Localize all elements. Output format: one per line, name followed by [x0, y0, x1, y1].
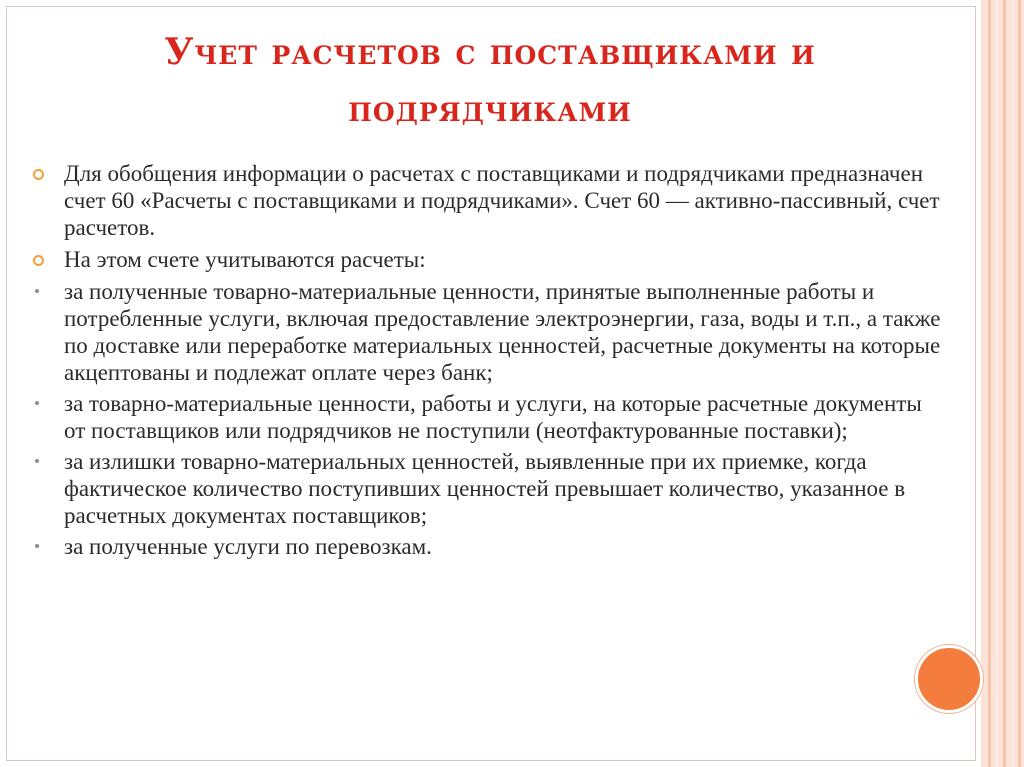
stripe-line-1 [988, 0, 991, 767]
list-item-uninvoiced-deliveries [33, 390, 948, 444]
stripe-line-4 [1011, 0, 1014, 767]
ring-bullet-icon [33, 255, 44, 266]
list-item-intro [33, 160, 948, 241]
dot-bullet-icon [35, 544, 39, 548]
right-stripe-decoration [981, 0, 1024, 767]
list-item-text: за излишки товарно-материальных ценностей, выявленные при их приемке, когда фактическое количество поступивших ценностей превышает количество, указанное в расчетных документах поставщиков; [64, 449, 906, 528]
list-item-received-values [33, 278, 948, 386]
list-item-transport-services [33, 533, 948, 560]
stripe-line-3 [1003, 0, 1006, 767]
list-item-text: На этом счете учитываются расчеты: [64, 247, 426, 272]
orange-circle-icon [915, 645, 983, 713]
list-item-heading [33, 246, 948, 273]
dot-bullet-icon [35, 289, 39, 293]
ring-bullet-icon [33, 169, 44, 180]
list-item-surpluses [33, 448, 948, 529]
list-item-text: за полученные услуги по перевозкам. [64, 534, 432, 559]
slide-title: Учет расчетов с поставщиками и подрядчиками [164, 31, 816, 130]
list-item-text: за товарно-материальные ценности, работы и услуги, на которые расчетные документы от поставщиков или подрядчиков не поступили (неотфактурованные поставки); [64, 391, 922, 443]
dot-bullet-icon [35, 401, 39, 405]
slide-content-list [33, 160, 948, 564]
list-item-text: Для обобщения информации о расчетах с поставщиками и подрядчиками предназначен счет 60 «Расчеты с поставщиками и подрядчиками». Счет 60 — активно-пассивный, счет расчетов. [64, 161, 940, 240]
stripe-line-2 [995, 0, 998, 767]
dot-bullet-icon [35, 459, 39, 463]
list-item-text: за полученные товарно-материальные ценности, принятые выполненные работы и потребленные услуги, включая предоставление электроэнергии, газа, воды и т.п., а также по доставке или переработке материальных ценностей, расчетные документы на которые акцептованы и подлежат оплате через банк; [64, 279, 941, 385]
stripe-line-5 [1018, 0, 1021, 767]
